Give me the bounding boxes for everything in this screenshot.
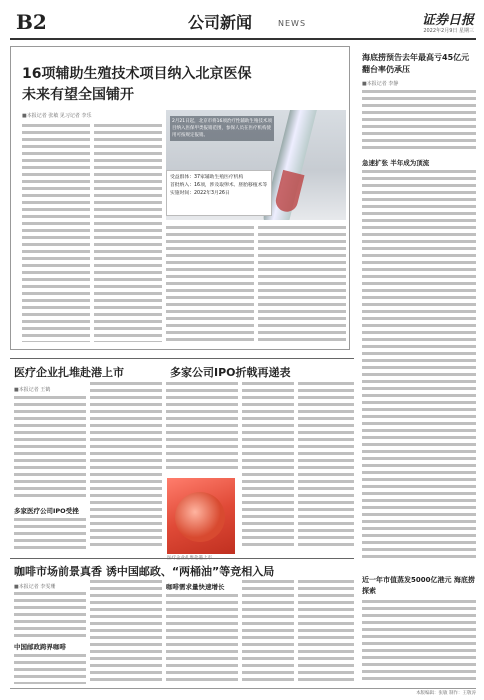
photo-caption: 2月21日起，北京市将16项治疗性辅助生殖技术项目纳入医保甲类报销范围，参保人员在医疗机构使用可按规定报销。 (170, 116, 274, 141)
band2-text-column (90, 382, 162, 550)
band3-byline: ■本报记者 李雯珊 (14, 584, 56, 590)
band3-text-column (298, 580, 354, 684)
right-text-column (362, 600, 476, 680)
lead-text-column (166, 226, 254, 342)
band2-text-column (298, 382, 354, 550)
band2-text-column (14, 396, 86, 500)
page-number: B2 (16, 10, 47, 34)
section-rule (10, 558, 354, 559)
lead-text-column (22, 124, 90, 342)
band3-text-column (166, 594, 238, 684)
section-rule (10, 358, 354, 359)
band3-text-column (242, 580, 294, 684)
newspaper-logo: 证券日报 (421, 13, 474, 28)
band3-text-column (90, 580, 162, 684)
lead-text-column (94, 124, 162, 342)
right-text-column (362, 170, 476, 560)
band3-title: 咖啡市场前景真香 诱中国邮政、“两桶油”等竞相入局 (14, 565, 275, 578)
lead-headline-line1: 16项辅助生殖技术项目纳入北京医保 (22, 66, 252, 82)
lead-headline-line2: 未来有望全国铺开 (22, 87, 134, 103)
band2-text-column (14, 518, 86, 550)
band2-mid-title: 多家公司IPO折戟再递表 (170, 366, 291, 379)
editor-credit: 本版编辑：张敏 制作：王敬涛 (416, 691, 476, 696)
lead-byline: ■本报记者 张敏 见习记者 李乐 (22, 113, 92, 119)
right-byline: ■本报记者 李静 (362, 81, 399, 87)
photo-subject-shape (175, 492, 225, 542)
page-footer-rule (10, 688, 476, 689)
band2-left-title: 医疗企业扎堆赴港上市 (14, 366, 124, 379)
fact-line: 首批纳入：16项，涉及取卵术、胚胎移植术等 (170, 183, 268, 188)
right-article-title: 海底捞预告去年最高亏45亿元 翻台率仍承压 (362, 53, 470, 74)
band3-text-column (14, 592, 86, 638)
band2-subhead: 多家医疗公司IPO受挫 (14, 507, 79, 515)
page-header (10, 6, 476, 40)
band2-text-column (166, 382, 238, 472)
right-text-column (362, 90, 476, 152)
fact-box (166, 170, 272, 216)
band3-subhead: 中国邮政跨界咖啡 (14, 643, 66, 651)
issue-date: 2022年2月9日 星期三 (423, 28, 474, 34)
section-title-en: NEWS (278, 19, 307, 28)
right-bottom-title: 近一年市值蒸发5000亿港元 海底捞探索 (362, 576, 475, 595)
fact-line: 实施时间：2022年3月26日 (170, 191, 230, 196)
fact-line: 受益群体：37家辅助生殖医疗机构 (170, 175, 244, 180)
band2-byline: ■本报记者 王鹤 (14, 387, 51, 393)
medical-photo (167, 478, 235, 554)
lead-headline (22, 64, 262, 106)
medical-photo-caption (167, 556, 235, 562)
band3-subhead: 咖啡需求量快速增长 (166, 583, 225, 591)
section-title: 公司新闻 (188, 13, 253, 32)
right-subhead: 急速扩张 半年成为顶流 (362, 159, 430, 167)
lead-text-column (258, 226, 346, 342)
band3-text-column (14, 654, 86, 684)
band2-text-column (242, 382, 294, 550)
